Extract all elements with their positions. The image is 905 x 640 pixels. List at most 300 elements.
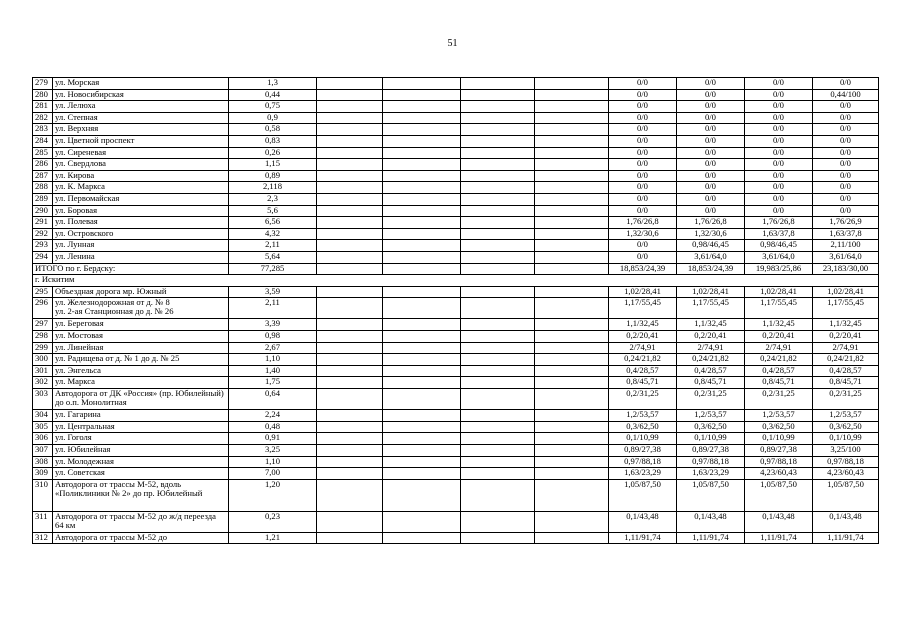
table-row [33, 354, 879, 366]
empty-cell [383, 193, 461, 205]
road-length: 0,26 [229, 147, 317, 159]
empty-cell [535, 319, 609, 331]
empty-cell [461, 286, 535, 298]
road-name: ул. Верхняя [53, 124, 229, 136]
empty-cell [383, 456, 461, 468]
value-cell: 0/0 [745, 89, 813, 101]
empty-cell [461, 342, 535, 354]
empty-cell [383, 170, 461, 182]
value-cell: 0,1/43,48 [677, 511, 745, 532]
value-cell: 0/0 [609, 170, 677, 182]
value-cell: 0,2/31,25 [813, 389, 879, 410]
row-number: 279 [33, 78, 53, 90]
value-cell: 0/0 [677, 89, 745, 101]
road-name: ул. Полевая [53, 217, 229, 229]
road-name: ул. Советская [53, 468, 229, 480]
row-number: 300 [33, 354, 53, 366]
road-name: ул. Цветной проспект [53, 135, 229, 147]
value-cell: 1,2/53,57 [677, 410, 745, 422]
empty-cell [317, 319, 383, 331]
table-row [33, 532, 879, 544]
empty-cell [461, 445, 535, 457]
table-row [33, 331, 879, 343]
empty-cell [317, 217, 383, 229]
empty-cell [535, 159, 609, 171]
value-cell: 1,11/91,74 [745, 532, 813, 544]
value-cell: 0/0 [609, 89, 677, 101]
row-number: 294 [33, 251, 53, 263]
empty-cell [317, 147, 383, 159]
row-number: 292 [33, 228, 53, 240]
empty-cell [461, 240, 535, 252]
table-row [33, 182, 879, 194]
value-cell: 1,63/37,8 [813, 228, 879, 240]
road-name: ул. Первомайская [53, 193, 229, 205]
table-row [33, 342, 879, 354]
empty-cell [317, 112, 383, 124]
empty-cell [383, 389, 461, 410]
road-length: 7,00 [229, 468, 317, 480]
value-cell: 1,05/87,50 [745, 479, 813, 511]
value-cell: 0/0 [677, 112, 745, 124]
table-row [33, 205, 879, 217]
empty-cell [535, 286, 609, 298]
value-cell: 0,4/28,57 [813, 365, 879, 377]
empty-cell [383, 365, 461, 377]
empty-cell [317, 182, 383, 194]
row-number: 298 [33, 331, 53, 343]
value-cell: 1,2/53,57 [609, 410, 677, 422]
row-number: 286 [33, 159, 53, 171]
empty-cell [535, 433, 609, 445]
value-cell: 0/0 [813, 159, 879, 171]
row-number: 285 [33, 147, 53, 159]
value-cell: 0/0 [745, 193, 813, 205]
empty-cell [383, 112, 461, 124]
empty-cell [535, 112, 609, 124]
table-row [33, 217, 879, 229]
empty-cell [461, 205, 535, 217]
empty-cell [535, 298, 609, 319]
road-length: 6,56 [229, 217, 317, 229]
value-cell: 1,11/91,74 [609, 532, 677, 544]
table-row [33, 410, 879, 422]
empty-cell [317, 445, 383, 457]
table-row [33, 147, 879, 159]
row-number: 308 [33, 456, 53, 468]
empty-cell [317, 205, 383, 217]
value-cell: 0/0 [745, 147, 813, 159]
value-cell: 0/0 [813, 124, 879, 136]
value-cell: 1,2/53,57 [813, 410, 879, 422]
value-cell: 1,02/28,41 [813, 286, 879, 298]
table-row [33, 298, 879, 319]
value-cell: 1,63/23,29 [677, 468, 745, 480]
page-number: 51 [447, 38, 458, 49]
road-length: 3,39 [229, 319, 317, 331]
table-row [33, 112, 879, 124]
empty-cell [317, 365, 383, 377]
value-cell: 0,8/45,71 [677, 377, 745, 389]
empty-cell [317, 342, 383, 354]
table-row [33, 101, 879, 113]
row-number: 299 [33, 342, 53, 354]
empty-cell [383, 479, 461, 511]
empty-cell [535, 445, 609, 457]
row-number: 283 [33, 124, 53, 136]
value-cell: 2/74,91 [745, 342, 813, 354]
empty-cell [535, 365, 609, 377]
value-cell: 0,3/62,50 [813, 421, 879, 433]
row-number: 287 [33, 170, 53, 182]
value-cell: 2/74,91 [813, 342, 879, 354]
empty-cell [535, 170, 609, 182]
empty-cell [317, 170, 383, 182]
empty-cell [461, 377, 535, 389]
value-cell: 0/0 [813, 182, 879, 194]
empty-cell [461, 263, 535, 275]
row-number: 304 [33, 410, 53, 422]
value-cell: 0/0 [677, 170, 745, 182]
value-cell: 0,97/88,18 [609, 456, 677, 468]
row-number: 307 [33, 445, 53, 457]
empty-cell [383, 205, 461, 217]
value-cell: 0/0 [745, 159, 813, 171]
value-cell: 1,63/23,29 [609, 468, 677, 480]
empty-cell [535, 182, 609, 194]
row-number: 301 [33, 365, 53, 377]
empty-cell [383, 468, 461, 480]
empty-cell [383, 511, 461, 532]
road-length: 2,11 [229, 298, 317, 319]
value-cell: 1,05/87,50 [813, 479, 879, 511]
empty-cell [461, 421, 535, 433]
value-cell: 0/0 [609, 147, 677, 159]
value-cell: 4,23/60,43 [813, 468, 879, 480]
empty-cell [317, 286, 383, 298]
empty-cell [317, 193, 383, 205]
row-number: 302 [33, 377, 53, 389]
row-number: 311 [33, 511, 53, 532]
empty-cell [461, 331, 535, 343]
value-cell: 1,02/28,41 [677, 286, 745, 298]
value-cell: 0/0 [745, 124, 813, 136]
value-cell: 0,4/28,57 [745, 365, 813, 377]
value-cell: 0/0 [609, 78, 677, 90]
value-cell: 0/0 [813, 205, 879, 217]
empty-cell [535, 354, 609, 366]
empty-cell [317, 468, 383, 480]
value-cell: 1,76/26,8 [745, 217, 813, 229]
empty-cell [535, 147, 609, 159]
empty-cell [317, 89, 383, 101]
row-number: 288 [33, 182, 53, 194]
value-cell: 0,8/45,71 [609, 377, 677, 389]
table-row [33, 468, 879, 480]
table-row [33, 456, 879, 468]
table-row [33, 193, 879, 205]
value-cell: 0/0 [745, 101, 813, 113]
road-length: 0,98 [229, 331, 317, 343]
road-length: 0,75 [229, 101, 317, 113]
table-row [33, 479, 879, 511]
value-cell: 0/0 [609, 101, 677, 113]
value-cell: 0/0 [813, 135, 879, 147]
empty-cell [461, 532, 535, 544]
empty-cell [317, 410, 383, 422]
row-number: 282 [33, 112, 53, 124]
table-row [33, 228, 879, 240]
empty-cell [317, 421, 383, 433]
road-length: 2,118 [229, 182, 317, 194]
empty-cell [461, 298, 535, 319]
value-cell: 1,63/37,8 [745, 228, 813, 240]
row-number: 309 [33, 468, 53, 480]
road-name: Автодорога от трассы М-52 до ж/д переезда 64 км [53, 511, 229, 532]
row-number: 289 [33, 193, 53, 205]
value-cell: 0,89/27,38 [609, 445, 677, 457]
value-cell: 3,25/100 [813, 445, 879, 457]
table-row [33, 433, 879, 445]
road-length: 1,40 [229, 365, 317, 377]
value-cell: 1,1/32,45 [813, 319, 879, 331]
value-cell: 1,1/32,45 [745, 319, 813, 331]
row-number: 310 [33, 479, 53, 511]
empty-cell [383, 217, 461, 229]
road-length: 0,9 [229, 112, 317, 124]
empty-cell [317, 124, 383, 136]
empty-cell [383, 298, 461, 319]
empty-cell [317, 456, 383, 468]
value-cell: 0,24/21,82 [609, 354, 677, 366]
road-name: ул. Новосибирская [53, 89, 229, 101]
empty-cell [461, 193, 535, 205]
value-cell: 3,61/64,0 [813, 251, 879, 263]
section-title: г. Искитим [33, 275, 879, 287]
road-length: 4,32 [229, 228, 317, 240]
value-cell: 0,2/20,41 [813, 331, 879, 343]
value-cell: 0/0 [745, 78, 813, 90]
road-name: ул. Береговая [53, 319, 229, 331]
empty-cell [461, 89, 535, 101]
value-cell: 0/0 [813, 170, 879, 182]
value-cell: 0/0 [609, 112, 677, 124]
empty-cell [461, 217, 535, 229]
value-cell: 0,2/31,25 [677, 389, 745, 410]
value-cell: 1,17/55,45 [813, 298, 879, 319]
roads-table [32, 77, 879, 544]
table-body [33, 78, 879, 544]
table-row [33, 159, 879, 171]
value-cell: 0/0 [677, 193, 745, 205]
road-name: ул. Морская [53, 78, 229, 90]
value-cell: 0,97/88,18 [813, 456, 879, 468]
value-cell: 1,76/26,8 [677, 217, 745, 229]
empty-cell [535, 78, 609, 90]
value-cell: 3,61/64,0 [745, 251, 813, 263]
value-cell: 1,1/32,45 [677, 319, 745, 331]
row-number: 312 [33, 532, 53, 544]
empty-cell [535, 479, 609, 511]
empty-cell [383, 228, 461, 240]
road-length: 0,64 [229, 389, 317, 410]
road-length: 1,20 [229, 479, 317, 511]
table-row [33, 319, 879, 331]
road-name: ул. Радищева от д. № 1 до д. № 25 [53, 354, 229, 366]
value-cell: 0/0 [745, 182, 813, 194]
value-cell: 0/0 [677, 205, 745, 217]
empty-cell [317, 298, 383, 319]
empty-cell [317, 377, 383, 389]
table-row [33, 511, 879, 532]
empty-cell [317, 389, 383, 410]
value-cell: 0,1/43,48 [609, 511, 677, 532]
empty-cell [383, 286, 461, 298]
value-cell: 0,1/43,48 [813, 511, 879, 532]
value-cell: 0,97/88,18 [677, 456, 745, 468]
road-name: ул. К. Маркса [53, 182, 229, 194]
road-length: 1,10 [229, 456, 317, 468]
value-cell: 1,32/30,6 [609, 228, 677, 240]
empty-cell [535, 331, 609, 343]
empty-cell [461, 135, 535, 147]
table-row [33, 78, 879, 90]
empty-cell [317, 101, 383, 113]
row-number: 291 [33, 217, 53, 229]
value-cell: 1,32/30,6 [677, 228, 745, 240]
empty-cell [383, 445, 461, 457]
road-length: 1,15 [229, 159, 317, 171]
value-cell: 0/0 [609, 251, 677, 263]
road-length: 2,3 [229, 193, 317, 205]
road-length: 3,25 [229, 445, 317, 457]
empty-cell [383, 421, 461, 433]
value-cell: 0/0 [677, 101, 745, 113]
table-row [33, 377, 879, 389]
empty-cell [535, 263, 609, 275]
empty-cell [535, 421, 609, 433]
empty-cell [461, 159, 535, 171]
value-cell: 18,853/24,39 [609, 263, 677, 275]
empty-cell [461, 410, 535, 422]
value-cell: 0,4/28,57 [609, 365, 677, 377]
value-cell: 0/0 [813, 101, 879, 113]
value-cell: 0,3/62,50 [609, 421, 677, 433]
road-length: 77,285 [229, 263, 317, 275]
empty-cell [317, 511, 383, 532]
value-cell: 3,61/64,0 [677, 251, 745, 263]
value-cell: 0/0 [677, 78, 745, 90]
value-cell: 0/0 [813, 193, 879, 205]
empty-cell [383, 251, 461, 263]
value-cell: 1,05/87,50 [609, 479, 677, 511]
empty-cell [383, 78, 461, 90]
empty-cell [535, 377, 609, 389]
empty-cell [535, 124, 609, 136]
section-row [33, 275, 879, 287]
table-row [33, 135, 879, 147]
empty-cell [535, 205, 609, 217]
empty-cell [383, 319, 461, 331]
empty-cell [383, 101, 461, 113]
value-cell: 0,1/10,99 [609, 433, 677, 445]
road-length: 5,64 [229, 251, 317, 263]
empty-cell [383, 410, 461, 422]
empty-cell [383, 342, 461, 354]
empty-cell [535, 240, 609, 252]
road-length: 0,89 [229, 170, 317, 182]
road-length: 2,67 [229, 342, 317, 354]
empty-cell [383, 240, 461, 252]
value-cell: 0,24/21,82 [677, 354, 745, 366]
empty-cell [535, 101, 609, 113]
empty-cell [535, 410, 609, 422]
empty-cell [535, 228, 609, 240]
value-cell: 0,2/20,41 [745, 331, 813, 343]
empty-cell [535, 251, 609, 263]
empty-cell [461, 251, 535, 263]
row-number: 281 [33, 101, 53, 113]
road-length: 3,59 [229, 286, 317, 298]
empty-cell [383, 331, 461, 343]
value-cell: 0/0 [609, 193, 677, 205]
value-cell: 0,8/45,71 [745, 377, 813, 389]
value-cell: 0/0 [609, 182, 677, 194]
road-name: ул. Гагарина [53, 410, 229, 422]
empty-cell [317, 135, 383, 147]
empty-cell [461, 479, 535, 511]
empty-cell [383, 135, 461, 147]
road-name: ул. Ленина [53, 251, 229, 263]
value-cell: 0/0 [677, 124, 745, 136]
empty-cell [383, 377, 461, 389]
empty-cell [461, 78, 535, 90]
road-length: 0,23 [229, 511, 317, 532]
total-label: ИТОГО по г. Бердску: [33, 263, 229, 275]
empty-cell [535, 193, 609, 205]
empty-cell [535, 456, 609, 468]
empty-cell [317, 159, 383, 171]
value-cell: 0,2/31,25 [609, 389, 677, 410]
road-length: 2,24 [229, 410, 317, 422]
road-name: ул. Молодежная [53, 456, 229, 468]
value-cell: 0,1/10,99 [813, 433, 879, 445]
value-cell: 2,11/100 [813, 240, 879, 252]
value-cell: 0,89/27,38 [745, 445, 813, 457]
empty-cell [383, 124, 461, 136]
road-length: 0,83 [229, 135, 317, 147]
empty-cell [535, 532, 609, 544]
row-number: 280 [33, 89, 53, 101]
empty-cell [535, 135, 609, 147]
value-cell: 0/0 [609, 135, 677, 147]
road-name: ул. Центральная [53, 421, 229, 433]
road-name: ул. Гоголя [53, 433, 229, 445]
value-cell: 4,23/60,43 [745, 468, 813, 480]
value-cell: 0/0 [609, 159, 677, 171]
table-row [33, 421, 879, 433]
empty-cell [317, 78, 383, 90]
value-cell: 1,11/91,74 [813, 532, 879, 544]
value-cell: 0,2/20,41 [677, 331, 745, 343]
row-number: 305 [33, 421, 53, 433]
empty-cell [383, 532, 461, 544]
empty-cell [461, 228, 535, 240]
row-number: 290 [33, 205, 53, 217]
value-cell: 1,17/55,45 [609, 298, 677, 319]
empty-cell [461, 468, 535, 480]
value-cell: 0,44/100 [813, 89, 879, 101]
